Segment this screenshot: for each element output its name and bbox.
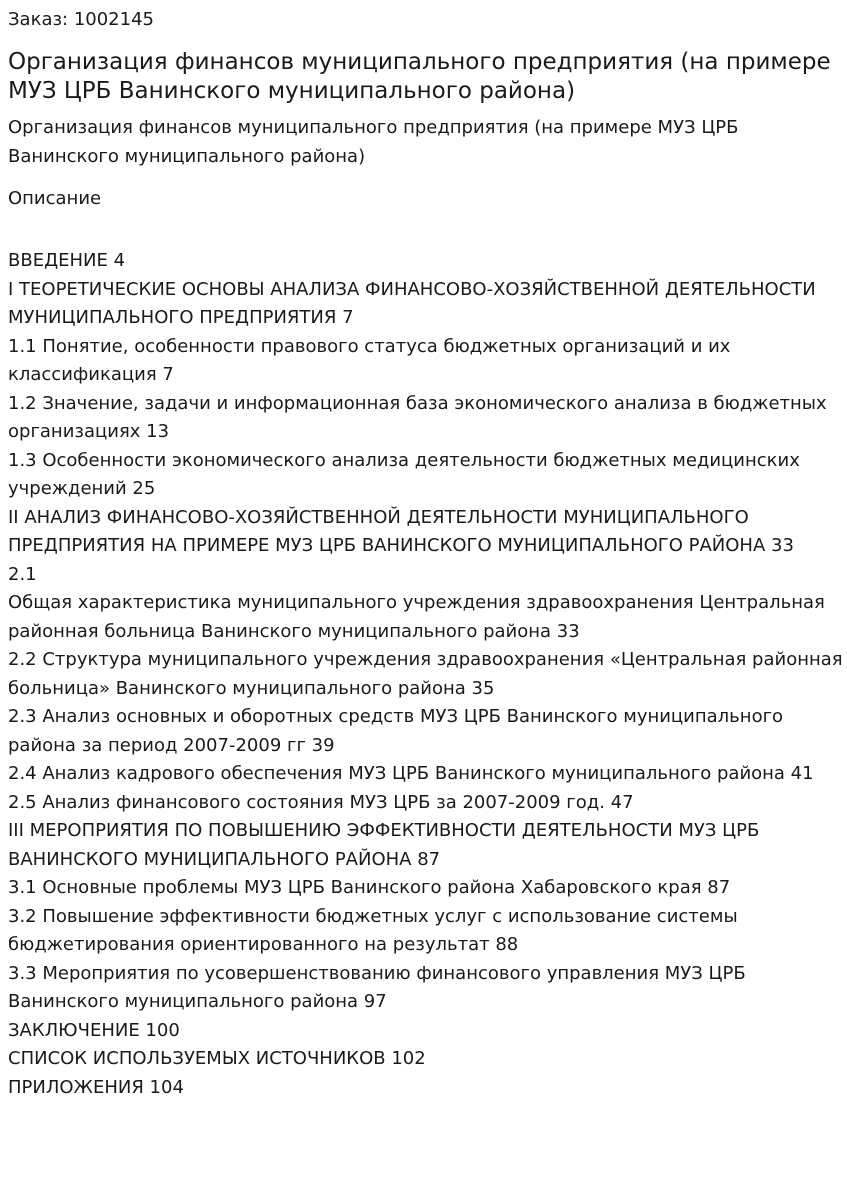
toc-entry: 3.2 Повышение эффективности бюджетных услуг с использование системы бюджетирования ориентированного на результат 88 bbox=[8, 905, 738, 955]
order-number: Заказ: 1002145 bbox=[8, 9, 154, 30]
page-title: Организация финансов муниципального предприятия (на примере МУЗ ЦРБ Ванинского муниципального района) bbox=[8, 49, 831, 104]
toc-entry: Общая характеристика муниципального учреждения здравоохранения Центральная районная больница Ванинского муниципального района 33 bbox=[8, 592, 825, 642]
toc-entry: 1.3 Особенности экономического анализа деятельности бюджетных медицинских учреждений 25 bbox=[8, 449, 800, 499]
toc-entry: 2.3 Анализ основных и оборотных средств МУЗ ЦРБ Ванинского муниципального района за период 2007-2009 гг 39 bbox=[8, 706, 784, 756]
toc-entry: 2.5 Анализ финансового состояния МУЗ ЦРБ за 2007-2009 год. 47 bbox=[8, 791, 634, 813]
table-of-contents bbox=[8, 247, 843, 1102]
toc-entry: ПРИЛОЖЕНИЯ 104 bbox=[8, 1076, 184, 1098]
toc-entry: 1.1 Понятие, особенности правового статуса бюджетных организаций и их классификация 7 bbox=[8, 335, 731, 385]
toc-entry: 2.2 Структура муниципального учреждения здравоохранения «Центральная районная больница» Ванинского муниципального района 35 bbox=[8, 649, 843, 699]
toc-entry: 2.4 Анализ кадрового обеспечения МУЗ ЦРБ Ванинского муниципального района 41 bbox=[8, 763, 814, 784]
toc-entry: I ТЕОРЕТИЧЕСКИЕ ОСНОВЫ АНАЛИЗА ФИНАНСОВО-ХОЗЯЙСТВЕННОЙ ДЕЯТЕЛЬНОСТИ МУНИЦИПАЛЬНОГО ПРЕДПРИЯТИЯ 7 bbox=[8, 278, 816, 328]
page-subtitle: Организация финансов муниципального предприятия (на примере МУЗ ЦРБ Ванинского муниципального района) bbox=[8, 117, 739, 167]
toc-entry: ВВЕДЕНИЕ 4 bbox=[8, 250, 126, 271]
toc-entry: ЗАКЛЮЧЕНИЕ 100 bbox=[8, 1019, 180, 1041]
toc-entry: 3.1 Основные проблемы МУЗ ЦРБ Ванинского района Хабаровского края 87 bbox=[8, 877, 731, 898]
description-heading: Описание bbox=[8, 188, 102, 209]
toc-entry: 3.3 Мероприятия по усовершенствованию финансового управления МУЗ ЦРБ Ванинского муниципального района 97 bbox=[8, 962, 746, 1012]
toc-entry: СПИСОК ИСПОЛЬЗУЕМЫХ ИСТОЧНИКОВ 102 bbox=[8, 1048, 426, 1069]
toc-entry: 1.2 Значение, задачи и информационная база экономического анализа в бюджетных организациях 13 bbox=[8, 392, 827, 442]
toc-entry: 2.1 bbox=[8, 563, 37, 585]
toc-entry: II АНАЛИЗ ФИНАНСОВО-ХОЗЯЙСТВЕННОЙ ДЕЯТЕЛЬНОСТИ МУНИЦИПАЛЬНОГО ПРЕДПРИЯТИЯ НА ПРИМЕРЕ МУЗ ЦРБ ВАНИНСКОГО МУНИЦИПАЛЬНОГО РАЙОНА 33 bbox=[8, 506, 794, 556]
toc-entry: III МЕРОПРИЯТИЯ ПО ПОВЫШЕНИЮ ЭФФЕКТИВНОСТИ ДЕЯТЕЛЬНОСТИ МУЗ ЦРБ ВАНИНСКОГО МУНИЦИПАЛЬНОГО РАЙОНА 87 bbox=[8, 820, 760, 870]
